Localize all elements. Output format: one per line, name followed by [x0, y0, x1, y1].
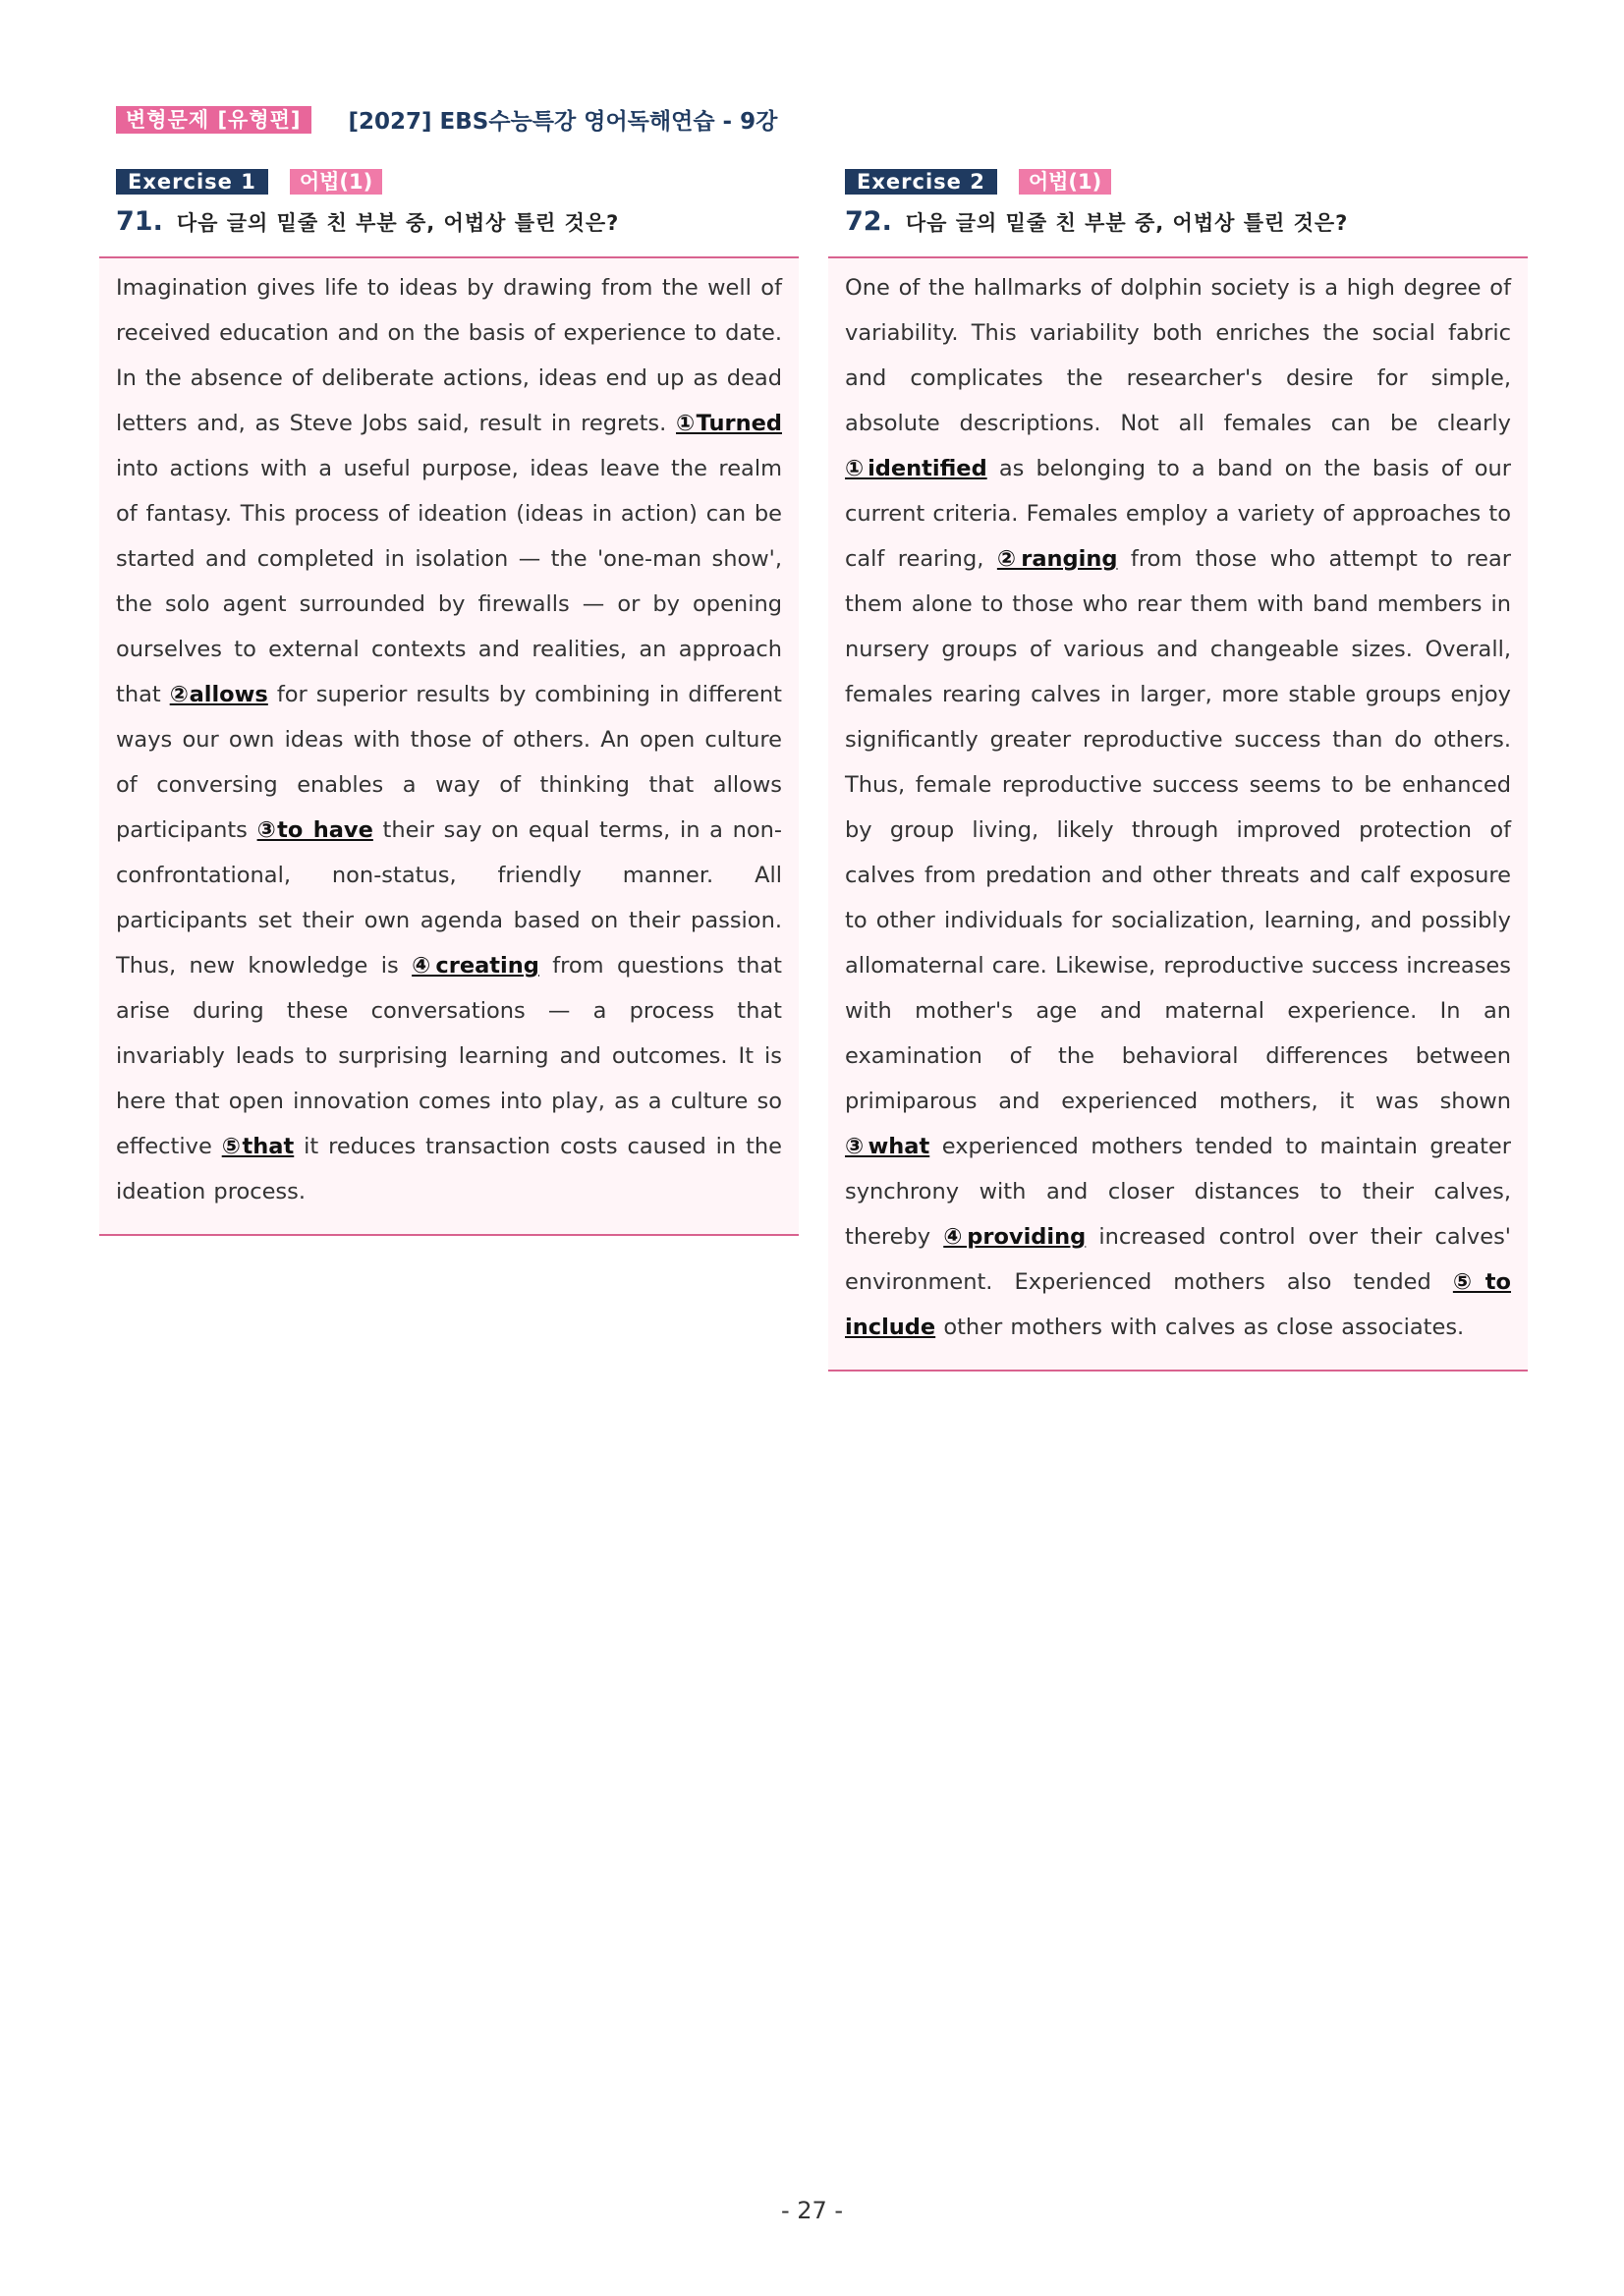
passage-segment: increased control over their calves' environment. Experienced mothers also tended: [845, 1224, 1511, 1295]
page-header: [116, 103, 777, 136]
passage-segment: other mothers with calves as close associates.: [935, 1315, 1465, 1340]
passage-segment: experienced mothers tended to maintain greater synchrony with and closer distances to their calves, thereby: [845, 1134, 1512, 1250]
question-71: [99, 206, 799, 237]
question-text: 다음 글의 밑줄 친 부분 중, 어법상 틀린 것은?: [176, 211, 620, 235]
underlined-choice-2: ②allows: [169, 682, 268, 707]
underlined-choice-1: ①Turned: [676, 411, 782, 436]
question-text: 다음 글의 밑줄 친 부분 중, 어법상 틀린 것은?: [905, 211, 1349, 235]
question-number: 71.: [116, 206, 163, 237]
passage-segment: from those who attempt to rear them alone to those who rear them with band members in nursery groups of various and changeable sizes. Overall, females rearing calves in larger, more stable groups enjoy significantly greater reproductive success than do others. Thus, female reproductive success seems to be enhanced by group living, likely through improved protection of calves from predation and other threats and calf exposure to other individuals for socialization, learning, and possibly allomaternal care. Likewise, reproductive success increases with mother's age and maternal experience. In an examination of the behavioral differences between primiparous and experienced mothers, it was shown: [845, 546, 1512, 1114]
passage-segment: Imagination gives life to ideas by drawing from the well of received education and on the basis of experience to date. In the absence of deliberate actions, ideas end up as dead letters and, as Steve Jobs said, result in regrets.: [116, 275, 782, 436]
passage-text: [845, 265, 1511, 1350]
passage-box-2: [828, 256, 1528, 1372]
exercise-label: Exercise 1: [116, 169, 268, 195]
exercise-2-header: [828, 169, 1528, 195]
passage-box-1: [99, 256, 799, 1236]
passage-segment: as belonging to a band on the basis of our current criteria. Females employ a variety of approaches to calf rearing,: [845, 456, 1511, 572]
underlined-choice-1: ①identified: [845, 456, 987, 481]
underlined-choice-5: ⑤to include: [845, 1269, 1512, 1340]
question-number: 72.: [845, 206, 892, 237]
passage-text: [116, 265, 782, 1214]
underlined-choice-3: ③to have: [256, 817, 373, 843]
underlined-choice-2: ②ranging: [996, 546, 1118, 572]
exercise-1: [99, 169, 799, 1236]
passage-segment: for superior results by combining in different ways our own ideas with those of others. An open culture of conversing enables a way of thinking that allows participants: [116, 682, 782, 843]
underlined-choice-3: ③what: [845, 1134, 930, 1159]
passage-segment: One of the hallmarks of dolphin society is a high degree of variability. This variability both enriches the social fabric and complicates the researcher's desire for simple, absolute descriptions. Not all females can be clearly: [845, 275, 1511, 436]
type-badge: 변형문제 [유형편]: [116, 106, 311, 134]
passage-segment: it reduces transaction costs caused in the ideation process.: [116, 1134, 783, 1204]
underlined-choice-5: ⑤that: [221, 1134, 295, 1159]
category-badge: 어법(1): [1019, 169, 1111, 195]
exercise-label: Exercise 2: [845, 169, 997, 195]
question-72: [828, 206, 1528, 237]
underlined-choice-4: ④creating: [412, 953, 539, 979]
page-title: [2027] EBS수능특강 영어독해연습 - 9강: [348, 109, 778, 135]
passage-segment: into actions with a useful purpose, ideas leave the realm of fantasy. This process of ideation (ideas in action) can be started and completed in isolation — the 'one-man show', the solo agent surrounded by firewalls — or by opening ourselves to external contexts and realities, an approach that: [116, 456, 782, 707]
exercise-2: [828, 169, 1528, 1372]
underlined-choice-4: ④providing: [943, 1224, 1087, 1250]
passage-segment: from questions that arise during these conversations — a process that invariably leads to surprising learning and outcomes. It is here that open innovation comes into play, as a culture so effective: [116, 953, 782, 1159]
category-badge: 어법(1): [290, 169, 382, 195]
passage-segment: their say on equal terms, in a non-confrontational, non-status, friendly manner. All participants set their own agenda based on their passion. Thus, new knowledge is: [116, 817, 783, 979]
page-number: - 27 -: [780, 2197, 844, 2224]
exercise-1-header: [99, 169, 799, 195]
